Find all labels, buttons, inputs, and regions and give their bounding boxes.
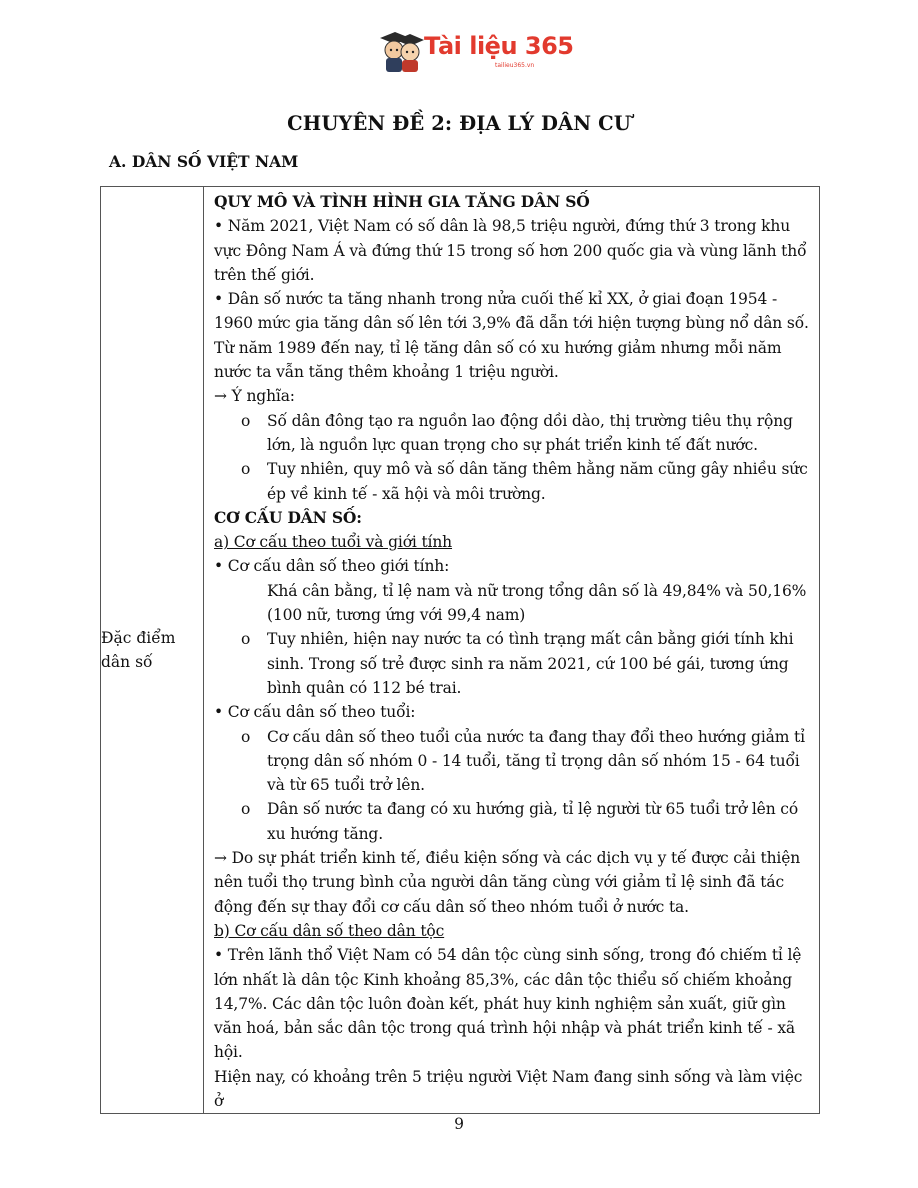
sub-bullet-text: Dân số nước ta đang có xu hướng già, tỉ lệ người từ 65 tuổi trở lên có xu hướng tăng. <box>267 800 799 843</box>
sub-bullet-text: Tuy nhiên, quy mô và số dân tăng thêm hằng năm cũng gây nhiều sức ép về kinh tế - xã hội và môi trường. <box>267 460 808 503</box>
logo-wordmark: Tài liệu 365 <box>424 32 574 60</box>
content-paragraph: • Trên lãnh thổ Việt Nam có 54 dân tộc cùng sinh sống, trong đó chiếm tỉ lệ lớn nhất là dân tộc Kinh khoảng 85,3%, các dân tộc thiểu số chiếm khoảng 14,7%. Các dân tộc luôn đoàn kết, phát huy kinh nghiệm sản xuất, giữ gìn văn hoá, bản sắc dân tộc trong quá trình hội nhập và phát triển kinh tế - xã hội. <box>214 946 802 1062</box>
sub-bullet-item <box>214 725 811 798</box>
sub-bullet-text: Tuy nhiên, hiện nay nước ta có tình trạng mất cân bằng giới tính khi sinh. Trong số trẻ được sinh ra năm 2021, cứ 100 bé gái, tương ứng bình quân có 112 bé trai. <box>267 630 794 697</box>
sub-bullet-item <box>214 457 811 506</box>
row-label: Đặc điểm dân số <box>101 187 204 1114</box>
content-body <box>204 187 819 1113</box>
sub-bullet-item <box>214 627 811 700</box>
content-table <box>100 186 820 1114</box>
circle-bullet-icon: o <box>241 727 251 746</box>
content-paragraph: Hiện nay, có khoảng trên 5 triệu người Việt Nam đang sinh sống và làm việc ở <box>214 1067 803 1110</box>
content-subheading: a) Cơ cấu theo tuổi và giới tính <box>214 533 453 552</box>
sub-bullet-item <box>214 409 811 458</box>
graduate-mascot-icon <box>378 26 424 74</box>
content-paragraph: • Cơ cấu dân số theo giới tính: <box>214 557 450 576</box>
circle-bullet-icon: o <box>241 800 251 819</box>
logo-tagline: tailieu365.vn <box>495 62 535 69</box>
content-subheading: b) Cơ cấu dân số theo dân tộc <box>214 921 445 940</box>
content-paragraph: → Do sự phát triển kinh tế, điều kiện sống và các dịch vụ y tế được cải thiện nên tuổi thọ trung bình của người dân tăng cùng với giảm tỉ lệ sinh đã tác động đến sự thay đổi cơ cấu dân số theo nhóm tuổi ở nước ta. <box>214 849 801 916</box>
sub-bullet-item <box>214 797 811 846</box>
circle-bullet-icon: o <box>241 411 251 430</box>
content-heading: QUY MÔ VÀ TÌNH HÌNH GIA TĂNG DÂN SỐ <box>214 192 590 211</box>
content-indented-paragraph: Khá cân bằng, tỉ lệ nam và nữ trong tổng dân số là 49,84% và 50,16% (100 nữ, tương ứng với 99,4 nam) <box>267 581 807 625</box>
circle-bullet-icon: o <box>241 630 251 649</box>
sub-bullet-text: Cơ cấu dân số theo tuổi của nước ta đang thay đổi theo hướng giảm tỉ trọng dân số nhóm 0 - 14 tuổi, tăng tỉ trọng dân số nhóm 15 - 64 tuổi và từ 65 tuổi trở lên. <box>267 727 805 795</box>
logo <box>378 26 574 74</box>
content-heading: CƠ CẤU DÂN SỐ: <box>214 507 362 527</box>
content-paragraph: • Cơ cấu dân số theo tuổi: <box>214 703 416 722</box>
sub-bullet-text: Số dân đông tạo ra nguồn lao động dồi dào, thị trường tiêu thụ rộng lớn, là nguồn lực quan trọng cho sự phát triển kinh tế đất nước. <box>267 411 793 454</box>
content-paragraph: • Dân số nước ta tăng nhanh trong nửa cuối thế kỉ XX, ở giai đoạn 1954 - 1960 mức gia tăng dân số lên tới 3,9% đã dẫn tới hiện tượng bùng nổ dân số. Từ năm 1989 đến nay, tỉ lệ tăng dân số có xu hướng giảm nhưng mỗi năm nước ta vẫn tăng thêm khoảng 1 triệu người. <box>214 290 809 382</box>
content-paragraph: • Năm 2021, Việt Nam có số dân là 98,5 triệu người, đứng thứ 3 trong khu vực Đông Nam Á và đứng thứ 15 trong số hơn 200 quốc gia và vùng lãnh thổ trên thế giới. <box>214 217 807 284</box>
row-content <box>204 187 820 1114</box>
page-number: 9 <box>454 1115 464 1133</box>
page-title: CHUYÊN ĐỀ 2: ĐỊA LÝ DÂN CƯ <box>287 112 631 135</box>
table-row <box>101 187 820 1114</box>
circle-bullet-icon: o <box>241 460 251 479</box>
content-paragraph: → Ý nghĩa: <box>214 387 295 406</box>
section-heading: A. DÂN SỐ VIỆT NAM <box>109 152 299 171</box>
